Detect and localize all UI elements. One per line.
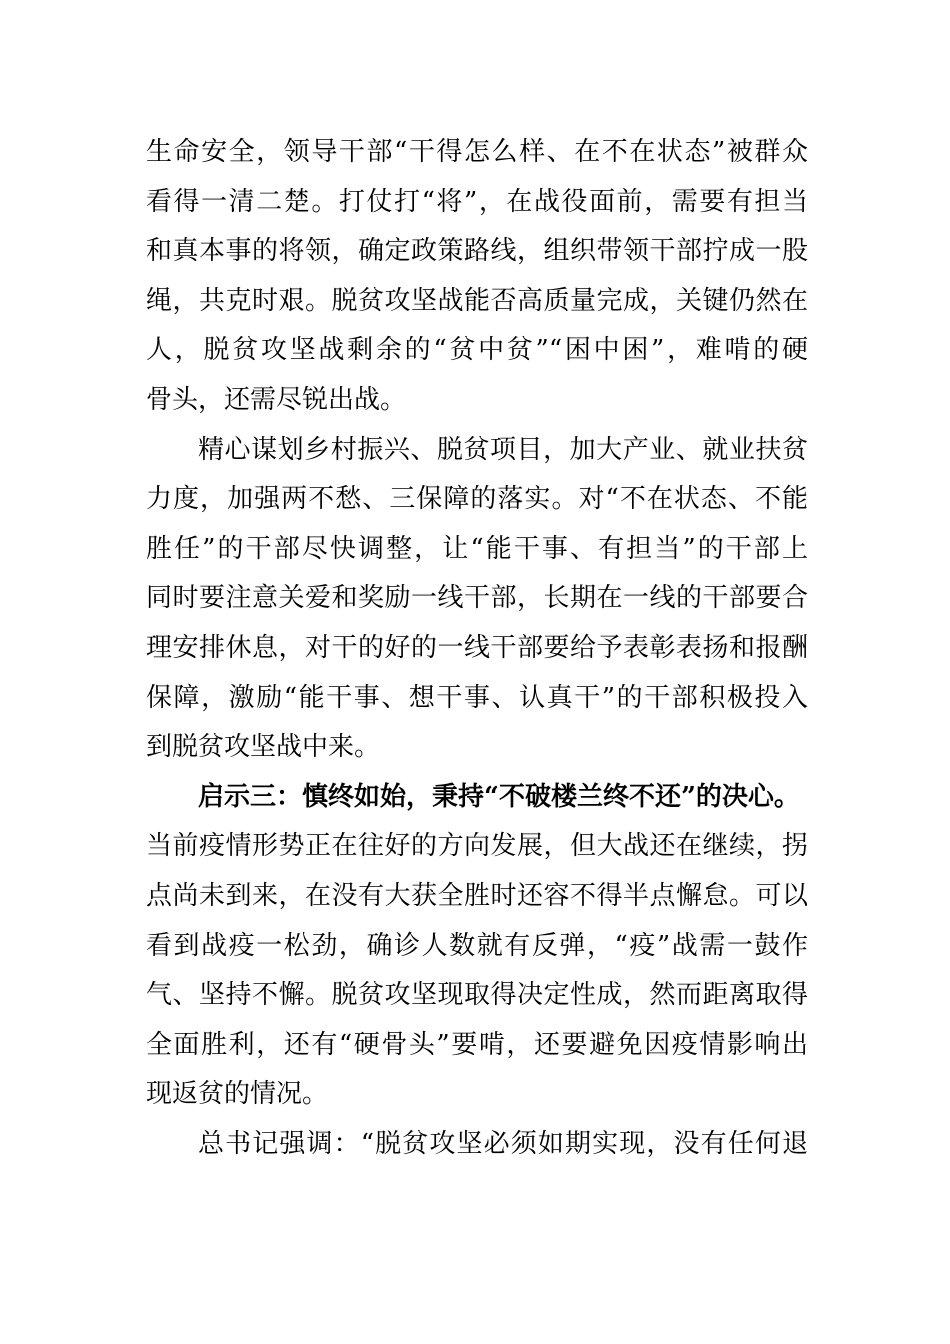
text-line: 气、坚持不懈。脱贫攻坚现取得决定性成，然而距离取得 <box>146 980 808 1011</box>
text-line: 全面胜利，还有“硬骨头”要啃，还要避免因疫情影响出 <box>146 1029 808 1060</box>
text-line: 力度，加强两不愁、三保障的落实。对“不在状态、不能 <box>146 484 808 515</box>
text-line: 现返贫的情况。 <box>146 1079 329 1110</box>
paragraph-3 <box>146 773 808 1120</box>
paragraph-4 <box>146 1120 808 1170</box>
paragraph-2 <box>146 426 808 773</box>
text-line: 到脱贫攻坚战中来。 <box>146 732 381 763</box>
text-line: 人，脱贫攻坚战剩余的“贫中贫”“困中困”，难啃的硬 <box>146 335 808 366</box>
text-line: 精心谋划乡村振兴、脱贫项目，加大产业、就业扶贫 <box>198 434 808 465</box>
text-line: 看到战疫一松劲，确诊人数就有反弹，“疫”战需一鼓作 <box>146 930 808 961</box>
text-line: 保障，激励“能干事、想干事、认真干”的干部积极投入 <box>146 682 808 713</box>
text-line: 理安排休息，对干的好的一线干部要给予表彰表扬和报酬 <box>146 632 808 663</box>
text-line: 绳，共克时艰。脱贫攻坚战能否高质量完成，关键仍然在 <box>146 285 808 316</box>
text-line: 当前疫情形势正在往好的方向发展，但大战还在继续，拐 <box>146 831 808 862</box>
text-line: 生命安全，领导干部“干得怎么样、在不在状态”被群众 <box>146 137 808 167</box>
document-page <box>146 128 808 1169</box>
paragraph-1 <box>146 128 808 426</box>
text-line: 骨头，还需尽锐出战。 <box>146 384 407 415</box>
text-line: 和真本事的将领，确定政策路线，组织带领干部拧成一股 <box>146 236 808 267</box>
section-heading: 启示三：慎终如始，秉持“不破楼兰终不还”的决心。 <box>198 781 800 812</box>
text-line: 胜任”的干部尽快调整，让“能干事、有担当”的干部上 <box>146 533 808 564</box>
text-line: 点尚未到来，在没有大获全胜时还容不得半点懈怠。可以 <box>146 880 808 911</box>
text-line: 同时要注意关爱和奖励一线干部，长期在一线的干部要合 <box>146 583 808 614</box>
text-line: 看得一清二楚。打仗打“将”，在战役面前，需要有担当 <box>146 186 808 217</box>
text-line: 总书记强调：“脱贫攻坚必须如期实现，没有任何退 <box>198 1128 808 1159</box>
